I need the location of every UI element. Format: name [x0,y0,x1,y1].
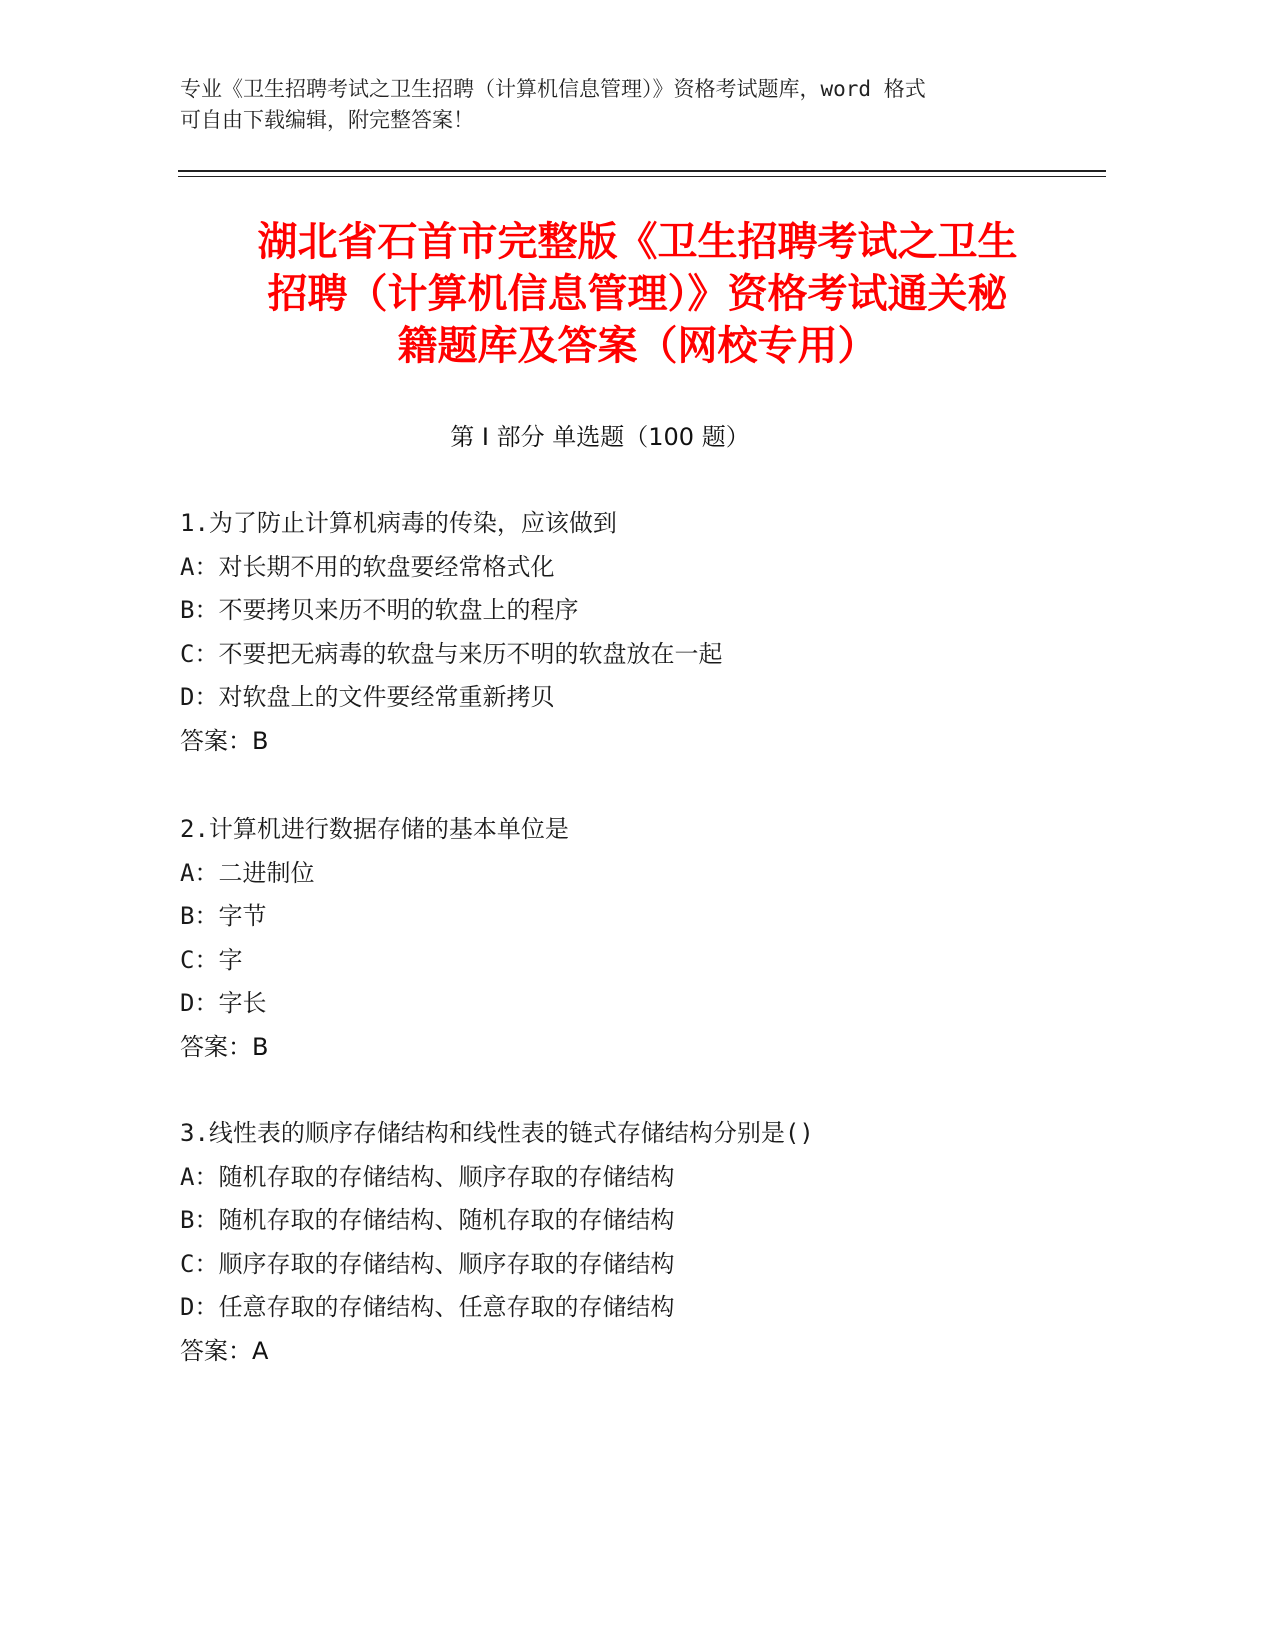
option-b: B：随机存取的存储结构、随机存取的存储结构 [180,1206,675,1234]
answer-line: 答案：B [180,1032,269,1061]
intro-line-2: 可自由下载编辑，附完整答案！ [180,108,474,132]
answer-line: 答案：B [180,726,269,755]
option-c: C：顺序存取的存储结构、顺序存取的存储结构 [180,1249,675,1278]
question-2 [180,808,1120,1069]
title-line-1: 湖北省石首市完整版《卫生招聘考试之卫生 [257,219,1018,265]
intro-line-1: 专业《卫生招聘考试之卫生招聘（计算机信息管理）》资格考试题库，word 格式 [180,77,926,101]
header-divider-thick [178,170,1106,172]
option-a: A：二进制位 [180,858,315,887]
title-line-3: 籍题库及答案（网校专用） [397,323,878,369]
question-1 [180,502,1120,763]
section-heading: 第 I 部分 单选题（100 题） [450,423,750,451]
answer-line: 答案：A [180,1336,269,1365]
option-c: C：字 [180,945,243,974]
question-stem: 3.线性表的顺序存储结构和线性表的链式存储结构分别是() [180,1119,814,1147]
option-b: B：字节 [180,902,267,930]
question-3 [180,1112,1120,1373]
option-d: D：对软盘上的文件要经常重新拷贝 [180,683,555,711]
option-d: D：字长 [180,989,267,1017]
document-title [150,216,1125,372]
header-divider-thin [178,176,1106,177]
option-a: A：对长期不用的软盘要经常格式化 [180,552,555,581]
option-b: B：不要拷贝来历不明的软盘上的程序 [180,596,579,624]
question-stem: 2.计算机进行数据存储的基本单位是 [180,815,569,843]
option-d: D：任意存取的存储结构、任意存取的存储结构 [180,1293,675,1321]
option-a: A：随机存取的存储结构、顺序存取的存储结构 [180,1162,675,1191]
question-stem: 1.为了防止计算机病毒的传染，应该做到 [180,509,617,537]
document-intro [180,74,1040,136]
title-line-2: 招聘（计算机信息管理）》资格考试通关秘 [267,271,1008,317]
option-c: C：不要把无病毒的软盘与来历不明的软盘放在一起 [180,639,723,668]
